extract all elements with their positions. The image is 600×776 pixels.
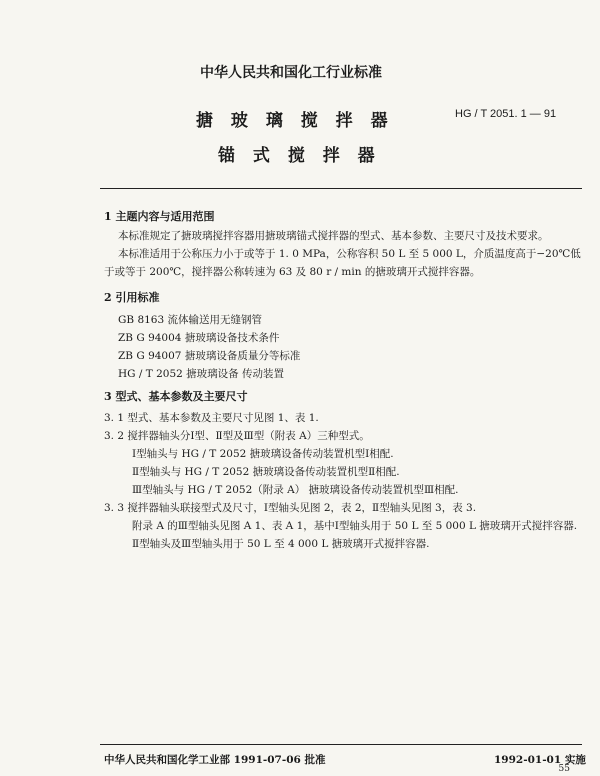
section-2-heading: 2 引用标准 [104,291,160,304]
section-1-heading: 1 主题内容与适用范围 [104,210,215,223]
section-1-paragraph: 本标准规定了搪玻璃搅拌容器用搪玻璃锚式搅拌器的型式、基本参数、主要尺寸及技术要求。 [118,230,549,242]
section-1-paragraph: 本标准适用于公称压力小于或等于 1. 0 MPa，公称容积 50 L 至 5 000 L，介质温度高于−20℃低 [118,248,581,260]
clause-3-3-line: Ⅱ型轴头及Ⅲ型轴头用于 50 L 至 4 000 L 搪玻璃开式搅拌容器. [132,538,430,550]
implementation-date: 1992-01-01 实施 [494,754,586,766]
clause-3-3-line: 附录 A 的Ⅲ型轴头见图 A 1、表 A 1，基中Ⅰ型轴头用于 50 L 至 5 000 L 搪玻璃开式搅拌容器. [132,520,578,532]
header-divider [100,188,582,189]
clause-3-2: 3. 2 搅拌器轴头分Ⅰ型、Ⅱ型及Ⅲ型（附表 A）三种型式。 [104,430,370,442]
reference-item: GB 8163 流体输送用无缝钢管 [118,314,263,326]
page-number: 55 [558,764,570,774]
reference-item: HG / T 2052 搪玻璃设备 传动装置 [118,368,284,380]
approval-line: 中华人民共和国化学工业部 1991-07-06 批准 [104,754,326,766]
clause-3-3: 3. 3 搅拌器轴头联接型式及尺寸，Ⅰ型轴头见图 2，表 2，Ⅱ型轴头见图 3，表 3. [104,502,477,514]
document-subtitle: 锚 式 搅 拌 器 [218,146,381,166]
section-1-paragraph: 于或等于 200℃，搅拌器公称转速为 63 及 80 r / min 的搪玻璃开式搅拌容器。 [104,266,481,278]
clause-3-1: 3. 1 型式、基本参数及主要尺寸见图 1、表 1. [104,412,319,424]
clause-3-2-line: Ⅰ型轴头与 HG / T 2052 搪玻璃设备传动装置机型Ⅰ相配. [132,448,394,460]
footer-divider [100,744,582,745]
reference-item: ZB G 94007 搪玻璃设备质量分等标准 [118,350,301,362]
document-title: 搪 玻 璃 搅 拌 器 [196,111,394,131]
clause-3-2-line: Ⅲ型轴头与 HG / T 2052（附录 A） 搪玻璃设备传动装置机型Ⅲ相配. [132,484,459,496]
section-3-heading: 3 型式、基本参数及主要尺寸 [104,390,248,403]
clause-3-2-line: Ⅱ型轴头与 HG / T 2052 搪玻璃设备传动装置机型Ⅱ相配. [132,466,400,478]
standard-code: HG / T 2051. 1 — 91 [455,108,557,120]
standard-issuer-heading: 中华人民共和国化工行业标准 [200,65,382,81]
reference-item: ZB G 94004 搪玻璃设备技术条件 [118,332,280,344]
